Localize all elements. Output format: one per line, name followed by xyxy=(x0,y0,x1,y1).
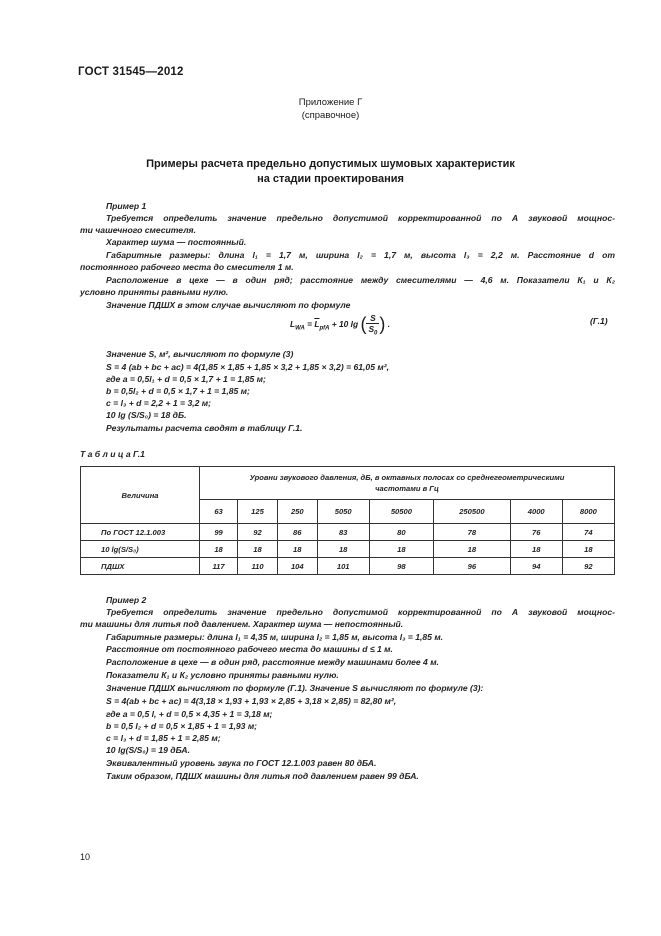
formula-den-s: S xyxy=(368,324,375,334)
example2-dims: Габаритные размеры: длина l₁ = 4,35 м, ширина l₂ = 1,85 м, высота l₃ = 1,85 м. xyxy=(106,632,444,642)
table-cell: 110 xyxy=(238,558,278,575)
example1-value-intro: Значение ПДШХ в этом случае вычисляют по формуле xyxy=(106,300,351,310)
table-cell: 92 xyxy=(238,524,278,541)
table-row xyxy=(81,558,615,575)
formula-denominator xyxy=(366,324,379,337)
example1-task-line1: Требуется определить значение предельно допустимой корректированной по А звуковой мощнос- xyxy=(106,213,615,223)
table-cell: 18 xyxy=(238,541,278,558)
table-cell: 104 xyxy=(277,558,317,575)
table-group-header-line1: Уровни звукового давления, дБ, в октавных полосах со среднегеометрическими xyxy=(249,473,565,482)
example1-task-line2: ти чашечного смесителя. xyxy=(80,225,196,235)
appendix-title-line1: Примеры расчета предельно допустимых шумовых характеристик xyxy=(146,158,515,170)
table-freq-cell: 4000 xyxy=(510,500,562,524)
table-cell: 18 xyxy=(434,541,511,558)
table-cell: 94 xyxy=(510,558,562,575)
formula-lhs: L xyxy=(290,319,296,330)
table-cell: 18 xyxy=(562,541,614,558)
example2-distance: Расстояние от постоянного рабочего места до машины d ≤ 1 м. xyxy=(106,644,393,654)
table-caption: Т а б л и ц а Г.1 xyxy=(80,449,145,459)
example2-place: Расположение в цехе — в один ряд, расстояние между машинами более 4 м. xyxy=(106,657,439,667)
example2-coeffs: Показатели К₁ и К₂ условно приняты равными нулю. xyxy=(106,670,339,680)
example2-task-line1: Требуется определить значение предельно допустимой корректированной по А звуковой мощнос- xyxy=(106,607,615,617)
table-row-label: 10 lg(S/S₀) xyxy=(81,541,200,558)
table-freq-cell: 50500 xyxy=(369,500,433,524)
example1-result: Результаты расчета сводят в таблицу Г.1. xyxy=(106,423,303,433)
table-cell: 101 xyxy=(317,558,369,575)
formula-plus: + 10 lg xyxy=(329,319,361,330)
table-cell: 99 xyxy=(200,524,238,541)
table-cell: 18 xyxy=(510,541,562,558)
table-group-header-line2: частотами в Гц xyxy=(375,484,439,493)
table-row xyxy=(81,541,615,558)
formula-l-sub: pfA xyxy=(319,325,330,332)
table-cell: 78 xyxy=(434,524,511,541)
example1-b-calc: b = 0,5l₂ + d = 0,5 × 1,7 + 1 = 1,85 м; xyxy=(106,386,250,396)
appendix-title-line2: на стадии проектирования xyxy=(257,173,404,185)
example1-lg-calc: 10 lg (S/S₀) = 18 дБ. xyxy=(106,410,187,420)
example2-lg-calc: 10 lg(S/S₀) = 19 дБА. xyxy=(106,745,190,755)
table-g1 xyxy=(80,466,615,575)
formula-eq: = xyxy=(304,319,315,330)
example2-c-calc: c = l₃ + d = 1,85 + 1 = 2,85 м; xyxy=(106,733,221,743)
table-freq-cell: 5050 xyxy=(317,500,369,524)
table-col-header: Величина xyxy=(81,467,200,524)
appendix-label: Приложение Г xyxy=(298,97,363,108)
table-cell: 18 xyxy=(317,541,369,558)
formula-l: $\overline{L}$ xyxy=(314,319,320,330)
example1-s-calc: S = 4 (ab + bc + ac) = 4(1,85 × 1,85 + 1,85 × 3,2 + 1,85 × 3,2) = 61,05 м², xyxy=(106,362,389,372)
example1-c-calc: c = l₃ + d = 2,2 + 1 = 3,2 м; xyxy=(106,398,212,408)
table-cell: 18 xyxy=(200,541,238,558)
formula-numerator: S xyxy=(366,313,379,324)
formula-g1 xyxy=(290,313,390,337)
table-cell: 18 xyxy=(277,541,317,558)
table-freq-cell: 125 xyxy=(238,500,278,524)
example2-b-calc: b = 0,5 l₂ + d = 0,5 × 1,85 + 1 = 1,93 м; xyxy=(106,721,258,731)
example1-dims-line2: постоянного рабочего места до смесителя 1 м. xyxy=(80,262,294,272)
table-cell: 98 xyxy=(369,558,433,575)
table-freq-cell: 8000 xyxy=(562,500,614,524)
formula-end: . xyxy=(385,319,391,330)
formula-paren-open: ( xyxy=(360,314,367,335)
document-header: ГОСТ 31545—2012 xyxy=(78,66,184,78)
example2-heading: Пример 2 xyxy=(106,595,147,605)
table-row-label: ПДШХ xyxy=(81,558,200,575)
formula-den-sub: 0 xyxy=(374,330,378,337)
table-freq-cell: 63 xyxy=(200,500,238,524)
table-cell: 76 xyxy=(510,524,562,541)
table-row-label: По ГОСТ 12.1.003 xyxy=(81,524,200,541)
table-cell: 80 xyxy=(369,524,433,541)
example2-value-intro: Значение ПДШХ вычисляют по формуле (Г.1). Значение S вычисляют по формуле (3): xyxy=(106,683,484,693)
example2-conclusion: Таким образом, ПДШХ машины для литья под давлением равен 99 дБА. xyxy=(106,771,419,781)
example1-a-calc: где a = 0,5l₁ + d = 0,5 × 1,7 + 1 = 1,85 м; xyxy=(106,374,266,384)
example1-place-line1: Расположение в цехе — в один ряд; расстояние между смесителями — 4,6 м. Показатели К₁ и К₂ xyxy=(106,275,615,285)
example2-s-calc: S = 4(ab + bc + ac) = 4(3,18 × 1,93 + 1,93 × 2,85 + 3,18 × 2,85) = 82,80 м², xyxy=(106,696,397,706)
example1-noise: Характер шума — постоянный. xyxy=(106,237,247,247)
table-cell: 74 xyxy=(562,524,614,541)
table-freq-cell: 250 xyxy=(277,500,317,524)
table-cell: 92 xyxy=(562,558,614,575)
table-cell: 117 xyxy=(200,558,238,575)
example1-s-intro: Значение S, м², вычисляют по формуле (3) xyxy=(106,349,294,359)
appendix-type: (справочное) xyxy=(301,110,360,121)
table-cell: 18 xyxy=(369,541,433,558)
page-number: 10 xyxy=(80,852,91,862)
table-freq-cell: 250500 xyxy=(434,500,511,524)
example1-dims-line1: Габаритные размеры: длина l₁ = 1,7 м, ширина l₂ = 1,7 м, высота l₃ = 2,2 м. Расстояние d от xyxy=(106,250,615,260)
formula-paren-close: ) xyxy=(379,314,386,335)
table-group-header xyxy=(200,467,615,500)
example1-place-line2: условно приняты равными нулю. xyxy=(80,287,229,297)
example2-a-calc: где a = 0,5 l, + d = 0,5 × 4,35 + 1 = 3,18 м; xyxy=(106,709,273,719)
table-cell: 96 xyxy=(434,558,511,575)
table-cell: 86 xyxy=(277,524,317,541)
table-row xyxy=(81,524,615,541)
example2-equiv: Эквивалентный уровень звука по ГОСТ 12.1.003 равен 80 дБА. xyxy=(106,758,377,768)
formula-lhs-sub: WA xyxy=(295,325,305,332)
formula-fraction xyxy=(366,313,379,337)
equation-number: (Г.1) xyxy=(590,316,608,326)
example1-heading: Пример 1 xyxy=(106,201,147,211)
table-cell: 83 xyxy=(317,524,369,541)
example2-task-line2: ти машины для литья под давлением. Характер шума — непостоянный. xyxy=(80,619,404,629)
